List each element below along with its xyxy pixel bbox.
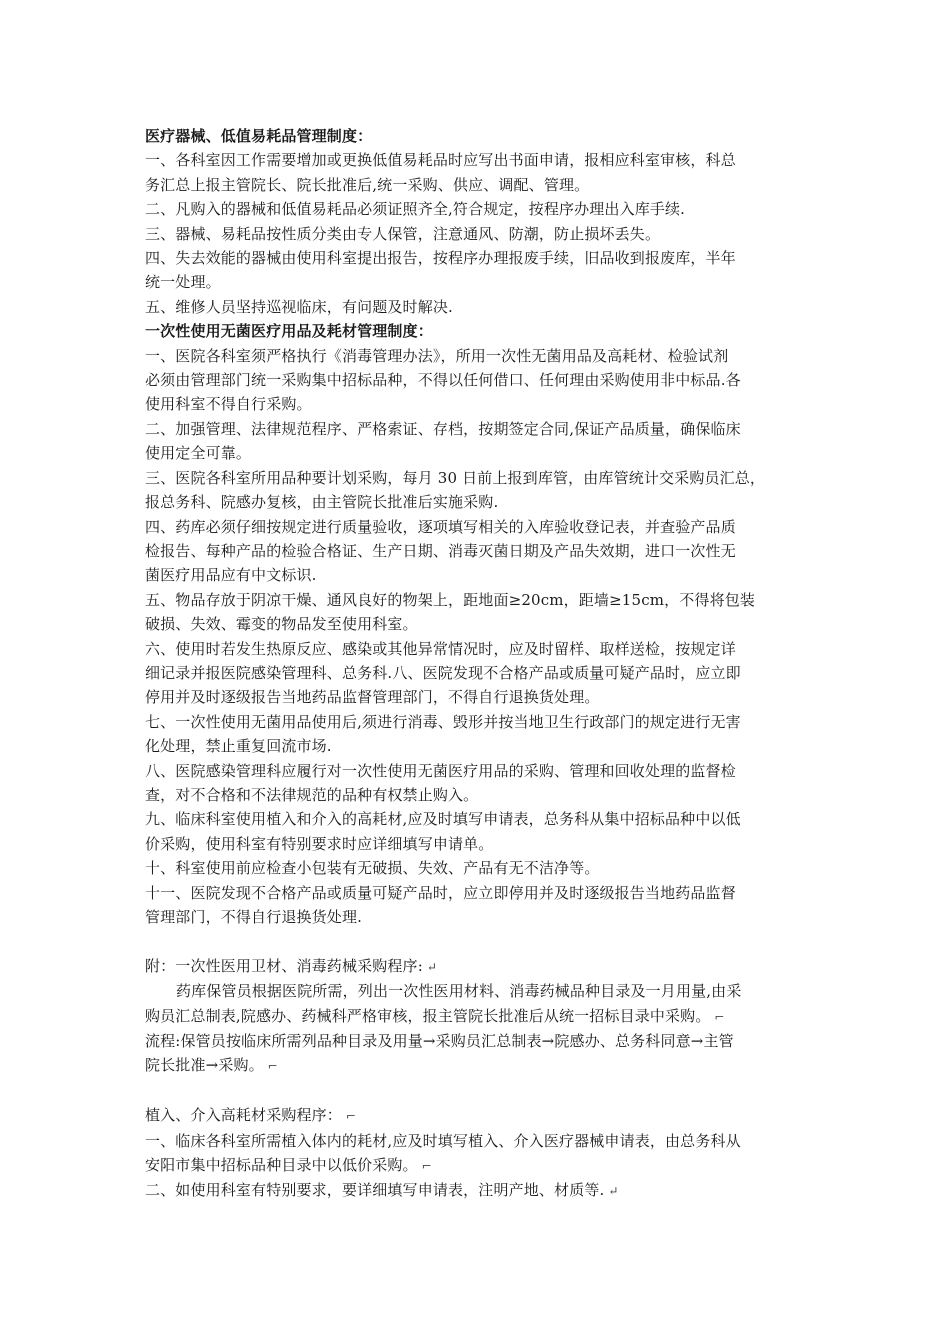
paragraph-line: 一、临床各科室所需植入体内的耗材,应及时填写植入、介入医疗器械申请表，由总务科从: [145, 1131, 741, 1150]
paragraph-line: 八、医院感染管理科应履行对一次性使用无菌医疗用品的采购、管理和回收处理的监督检: [145, 761, 736, 780]
paragraph-text: 安阳市集中招标品种目录中以低价采购。: [145, 1156, 418, 1175]
section-title-medical-devices: 医疗器械、低值易耗品管理制度：: [145, 127, 373, 145]
paragraph-line: 九、临床科室使用植入和介入的高耗材,应及时填写申请表，总务科从集中招标品种中以低: [145, 810, 741, 829]
appendix-title: [145, 954, 815, 979]
paragraph-line: 必须由管理部门统一采购集中招标品种，不得以任何借口、任何理由采购使用非中标品.各: [145, 371, 741, 390]
paragraph-line: 细记录并报医院感染管理科、总务科.八、医院发现不合格产品或质量可疑产品时，应立即: [145, 663, 741, 682]
paragraph-line: 统一处理。: [145, 273, 221, 292]
paragraph-line: 六、使用时若发生热原反应、感染或其他异常情况时，应及时留样、取样送检，按规定详: [145, 639, 736, 658]
document-page: [145, 124, 815, 1204]
paragraph-line: [145, 1004, 815, 1029]
paragraph-line: 务汇总上报主管院长、院长批准后,统一采购、供应、调配、管理。: [145, 175, 590, 194]
paragraph-line: 二、凡购入的器械和低值易耗品必须证照齐全,符合规定，按程序办理出入库手续.: [145, 200, 686, 219]
paragraph-line: 查，对不合格和不法律规范的品种有权禁止购入。: [145, 785, 479, 804]
blank-line: [145, 929, 815, 953]
paragraph-line: 管理部门，不得自行退换货处理.: [145, 908, 363, 926]
paragraph-line: 三、医院各科室所用品种要计划采购，每月 30 日前上报到库管，由库管统计交采购员汇总，: [145, 468, 766, 487]
paragraph-text: 院长批准→采购。: [145, 1056, 264, 1075]
paragraph-text: 购员汇总制表,院感办、药械科严格审核，报主管院长批准后从统一招标目录中采购。: [145, 1006, 711, 1025]
paragraph-mark-icon: ⌐: [345, 1109, 357, 1124]
paragraph-line: 价采购，使用科室有特别要求时应详细填写申请单。: [145, 834, 494, 853]
paragraph-line: 报总务科、院感办复核，由主管院长批准后实施采购.: [145, 493, 499, 512]
paragraph-line: 四、药库必须仔细按规定进行质量验收，逐项填写相关的入库验收登记表，并查验产品质: [145, 517, 736, 536]
paragraph-mark-icon: ⌐: [421, 1159, 432, 1174]
paragraph-line: 检报告、每种产品的检验合格证、生产日期、消毒灭菌日期及产品失效期，进口一次性无: [145, 541, 736, 560]
paragraph-line: 四、失去效能的器械由使用科室提出报告，按程序办理报废手续，旧品收到报废库，半年: [145, 249, 736, 268]
paragraph-line: 一、各科室因工作需要增加或更换低值易耗品时应写出书面申请，报相应科室审核，科总: [145, 151, 736, 170]
blank-line: [145, 1079, 815, 1103]
paragraph-line: 菌医疗用品应有中文标识.: [145, 566, 317, 585]
paragraph-line: 十、科室使用前应检查小包装有无破损、失效、产品有无不洁净等。: [145, 859, 600, 878]
section-title-disposable-sterile: 一次性使用无菌医疗用品及耗材管理制度：: [145, 322, 433, 341]
return-mark-icon: ↵: [426, 959, 438, 974]
paragraph-line: 使用定全可靠。: [145, 444, 252, 463]
appendix-title-text: 附：一次性医用卫材、消毒药械采购程序:: [145, 956, 423, 975]
paragraph-line: 药库保管员根据医院所需，列出一次性医用材料、消毒药械品种目录及一月用量,由采: [176, 982, 742, 1001]
return-mark-icon: ↵: [608, 1184, 619, 1199]
paragraph-line: 十一、医院发现不合格产品或质量可疑产品时，应立即停用并及时逐级报告当地药品监督: [145, 883, 736, 902]
paragraph-line: 使用科室不得自行采购。: [145, 395, 312, 414]
paragraph-line: [145, 1178, 815, 1203]
paragraph-line: [145, 1053, 815, 1078]
paragraph-mark-icon: ⌐: [267, 1059, 278, 1074]
paragraph-line: 七、一次性使用无菌用品使用后,须进行消毒、毁形并按当地卫生行政部门的规定进行无害: [145, 712, 741, 731]
paragraph-line: [145, 1153, 815, 1178]
paragraph-line: 五、维修人员坚持巡视临床，有问题及时解决.: [145, 297, 453, 316]
paragraph-line: 一、医院各科室须严格执行《消毒管理办法》，所用一次性无菌用品及高耗材、检验试剂: [145, 346, 729, 365]
paragraph-line: 二、加强管理、法律规范程序、严格索证、存档，按期签定合同,保证产品质量，确保临床: [145, 419, 741, 438]
paragraph-line: 停用并及时逐级报告当地药品监督管理部门，不得自行退换货处理。: [145, 688, 600, 707]
paragraph-line: 破损、失效、霉变的物品发至使用科室。: [145, 615, 418, 634]
implant-title-text: 植入、介入高耗材采购程序：: [145, 1106, 342, 1125]
paragraph-mark-icon: ⌐: [714, 1009, 725, 1024]
paragraph-line: 三、器械、易耗品按性质分类由专人保管，注意通风、防潮，防止损坏丢失。: [145, 224, 661, 243]
paragraph-line: 流程:保管员按临床所需列品种目录及用量→采购员汇总制表→院感办、总务科同意→主管: [145, 1032, 734, 1051]
paragraph-line: 化处理，禁止重复回流市场.: [145, 737, 332, 756]
implant-procedure-title: [145, 1103, 815, 1128]
paragraph-text: 二、如使用科室有特别要求，要详细填写申请表，注明产地、材质等.: [145, 1181, 605, 1200]
paragraph-line: 五、物品存放于阴凉干燥、通风良好的物架上，距地面≥20cm，距墙≥15cm，不得将包装: [145, 590, 756, 609]
